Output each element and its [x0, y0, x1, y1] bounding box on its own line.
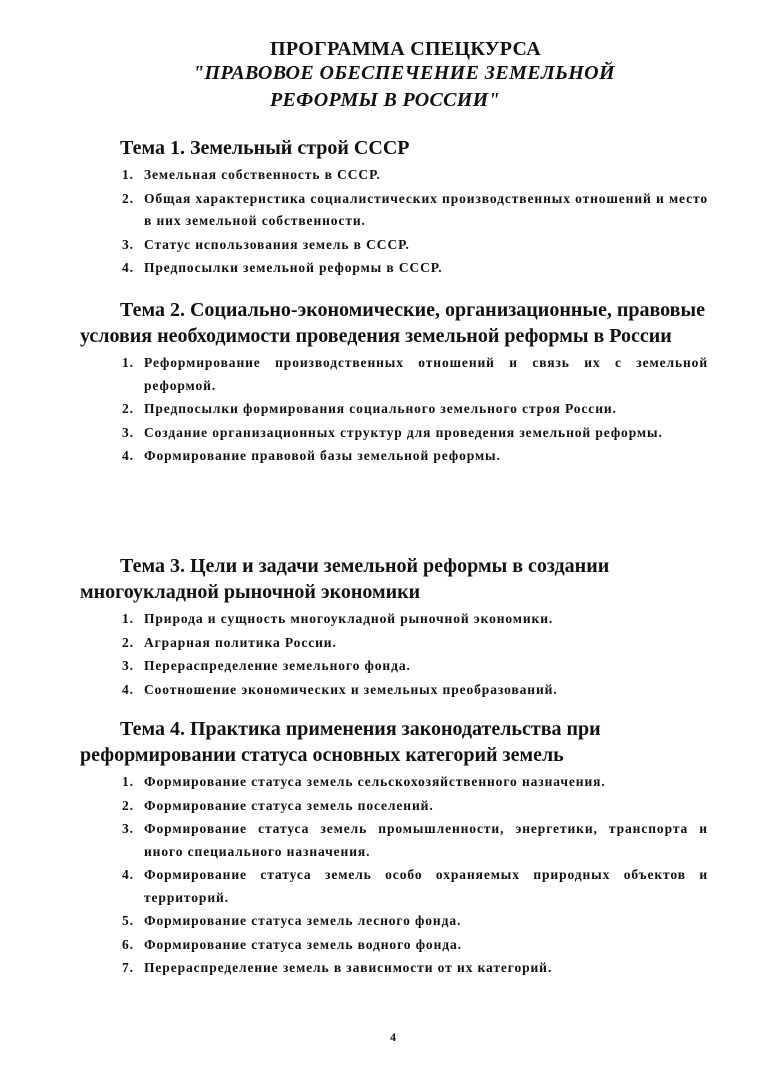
- item-number: 4.: [122, 681, 134, 697]
- topic-2-section: [80, 297, 708, 469]
- topic-1-list: [80, 164, 708, 280]
- list-item: [122, 445, 708, 468]
- item-text: Формирование статуса земель водного фонда.: [144, 936, 462, 952]
- item-text: Предпосылки формирования социального земельного строя России.: [144, 401, 617, 416]
- item-text: Перераспределение земельного фонда.: [144, 658, 411, 673]
- item-number: 2.: [122, 797, 134, 813]
- item-text: Формирование статуса земель лесного фонда.: [144, 913, 462, 928]
- list-item: [122, 422, 708, 445]
- topic-4-list: [80, 771, 708, 980]
- item-text: Перераспределение земель в зависимости от их категорий.: [144, 960, 553, 975]
- list-item: [122, 655, 708, 678]
- item-number: 2.: [122, 401, 134, 416]
- item-text: Формирование статуса земель сельскохозяйственного назначения.: [144, 774, 606, 789]
- topic-3-section: [80, 553, 708, 702]
- item-text: Формирование статуса земель промышленности, энергетики, транспорта и иного специального назначения.: [144, 821, 708, 859]
- list-item: [122, 164, 708, 187]
- item-text: Природа и сущность многоукладной рыночной экономики.: [144, 611, 554, 626]
- item-number: 3.: [122, 424, 134, 440]
- item-text: Формирование правовой базы земельной реформы.: [144, 448, 501, 463]
- item-number: 1.: [122, 355, 134, 370]
- list-item: [122, 188, 708, 233]
- topic-2-heading: Тема 2. Социально-экономические, организационные, правовые условия необходимости проведения земельной реформы в России: [80, 299, 705, 347]
- item-number: 5.: [122, 913, 134, 928]
- item-number: 3.: [122, 821, 134, 836]
- topic-1-heading: Тема 1. Земельный строй СССР: [120, 137, 410, 159]
- list-item: [122, 818, 708, 863]
- list-item: [122, 957, 708, 980]
- item-number: 2.: [122, 190, 134, 206]
- page-number: 4: [390, 1030, 396, 1044]
- item-text: Реформирование производственных отношений и связь их с земельной реформой.: [144, 355, 708, 393]
- list-item: [122, 771, 708, 794]
- list-item: [122, 608, 708, 631]
- item-text: Земельная собственность в СССР.: [144, 167, 381, 182]
- topic-4-section: [80, 716, 708, 981]
- list-item: [122, 910, 708, 933]
- title-line-1: ПРОГРАММА СПЕЦКУРСА: [270, 38, 541, 60]
- list-item: [122, 352, 708, 397]
- item-text: Создание организационных структур для проведения земельной реформы.: [144, 424, 663, 440]
- item-number: 7.: [122, 960, 134, 975]
- topic-3-list: [80, 608, 708, 701]
- topic-3-heading: Тема 3. Цели и задачи земельной реформы в создании многоукладной рыночной экономики: [80, 555, 610, 603]
- topic-4-heading: Тема 4. Практика применения законодательства при реформировании статуса основных категорий земель: [80, 718, 601, 766]
- item-number: 1.: [122, 167, 134, 182]
- item-number: 3.: [122, 236, 134, 252]
- title-line-2: "ПРАВОВОЕ ОБЕСПЕЧЕНИЕ ЗЕМЕЛЬНОЙ: [193, 62, 615, 84]
- list-item: [122, 234, 708, 257]
- list-item: [122, 795, 708, 818]
- item-text: Аграрная политика России.: [144, 634, 337, 650]
- item-text: Формирование статуса земель поселений.: [144, 797, 434, 813]
- item-text: Общая характеристика социалистических производственных отношений и место в них земельной собственности.: [144, 190, 708, 228]
- list-item: [122, 864, 708, 909]
- list-item: [122, 257, 708, 280]
- topic-2-list: [80, 352, 708, 468]
- list-item: [122, 632, 708, 655]
- title-line-3: РЕФОРМЫ В РОССИИ": [270, 89, 500, 111]
- item-number: 2.: [122, 634, 134, 650]
- list-item: [122, 679, 708, 702]
- item-number: 3.: [122, 658, 134, 673]
- item-number: 1.: [122, 611, 134, 626]
- item-text: Соотношение экономических и земельных преобразований.: [144, 681, 558, 697]
- item-text: Формирование статуса земель особо охраняемых природных объектов и территорий.: [144, 867, 708, 905]
- item-number: 4.: [122, 867, 134, 882]
- list-item: [122, 934, 708, 957]
- item-number: 4.: [122, 260, 134, 275]
- item-number: 1.: [122, 774, 134, 789]
- item-number: 6.: [122, 936, 134, 952]
- item-number: 4.: [122, 448, 134, 463]
- item-text: Предпосылки земельной реформы в СССР.: [144, 260, 443, 275]
- item-text: Статус использования земель в СССР.: [144, 236, 410, 252]
- topic-1-section: [80, 135, 708, 281]
- list-item: [122, 398, 708, 421]
